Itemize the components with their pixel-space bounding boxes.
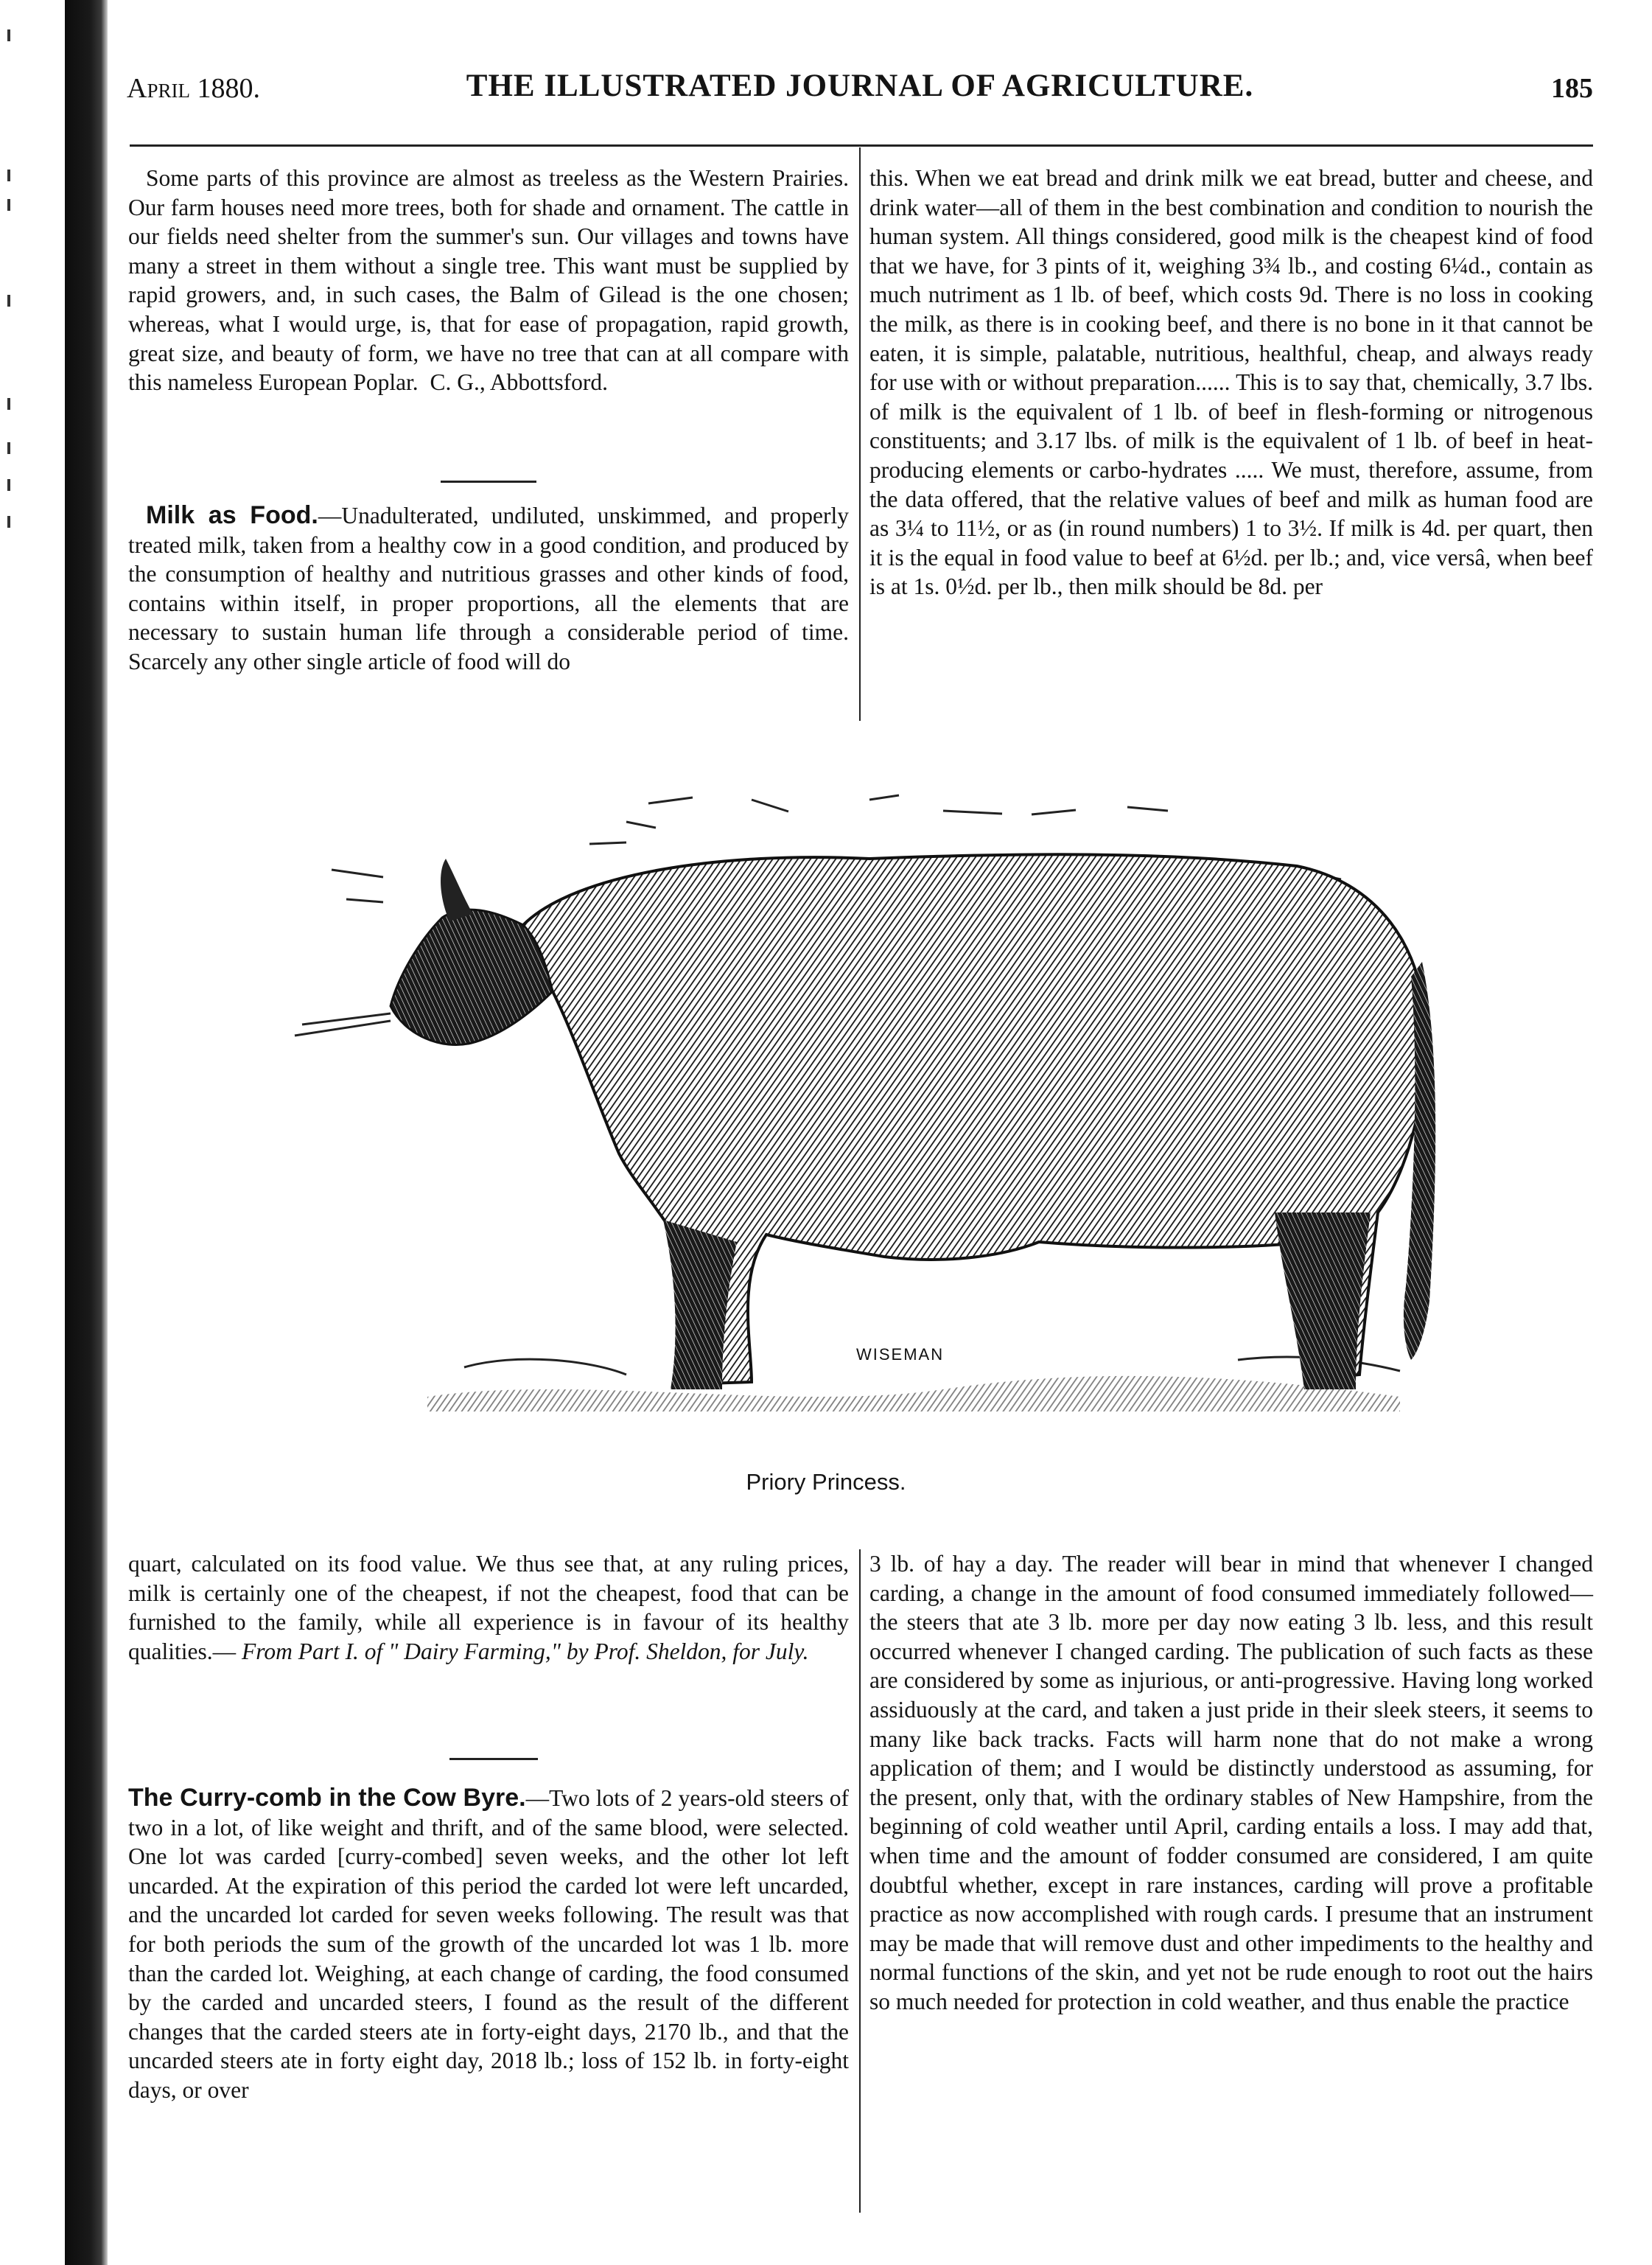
page-number: 185 xyxy=(1551,73,1593,104)
journal-title: THE ILLUSTRATED JOURNAL OF AGRICULTURE. xyxy=(466,69,1254,103)
running-header xyxy=(127,68,1593,112)
header-rule xyxy=(130,144,1593,147)
poplar-text: Some parts of this province are almost as treeless as the Western Prairies. Our farm houses need more trees, both for shade and ornament. The cattle in our fields need shelter from the summer's sun. Our villages and towns have many a street in them without a single tree. This want must be supplied by rapid growers, and, in such cases, the Balm of Gilead is the one chosen; whereas, what I would urge, is, that for ease of propagation, rapid growth, great size, and beauty of form, we have no tree that can at all compare with this nameless European Poplar. xyxy=(128,165,849,396)
section-rule xyxy=(441,481,536,483)
curry-continued: 3 lb. of hay a day. The reader will bear in mind that whenever I changed carding, a change in the amount of food consumed immediately followed—the steers that ate 3 lb. more per day now eating 3 lb. less, and this result occurred whenever I changed carding. The publication of such facts as these are considered by some as injurious, or anti-progressive. Having long worked assiduously at the card, and taken a just pride in their sleek steers, it seems to many like back tracks. Facts will harm none that do not make a wrong application of them; and I would be distinctly understood as assuming, for the present, only that, with the ordinary stables of New Hampshire, from the beginning of cold weather until April, carding entails a loss. I may add that, when time and the amount of fodder consumed are considered, I am quite doubtful whether, except in rare instances, carding will prove a profitable practice as now accomplished with rough cards. I presume that an instrument may be made that will remove dust and other impediments to the healthy and normal functions of the skin, and yet not be rude enough to root out the hairs so much needed for protection in cold weather, and thus enable the practice xyxy=(869,1551,1593,2014)
issue-date: April 1880. xyxy=(127,73,260,104)
ground xyxy=(427,1357,1400,1411)
margin-marks xyxy=(0,0,22,2265)
curry-paragraph xyxy=(128,1784,849,2105)
bottom-right-column xyxy=(869,1549,1593,2017)
top-left-column xyxy=(128,164,849,397)
top-right-column xyxy=(869,164,1593,601)
milk-citation: From Part I. of " Dairy Farming," by Prof. Sheldon, for July. xyxy=(241,1638,809,1664)
column-divider-top xyxy=(859,147,861,721)
book-binding-edge xyxy=(65,0,108,2265)
section-rule-2 xyxy=(449,1758,538,1760)
column-divider-bottom xyxy=(859,1549,861,2213)
curry-text: —Two lots of 2 years-old steers of two in a lot, of like weight and thrift, and of the same blood, were selected. One lot was carded [curry-combed] seven weeks, and the other lot left uncarded. At the expiration of this period the carded lot were left uncarded, and the uncarded lot carded for seven weeks following. The result was that for both periods the sum of the growth of the uncarded lot was 1 lb. more than the carded lot. Weighing, at each change of carding, the food consumed by the carded and uncarded steers, I found as the result of the different changes that the carded steers ate in forty-eight days, 2170 lb., and that the uncarded steers ate in forty eight day, 2018 lb.; loss of 152 lb. in forty-eight days, or over xyxy=(128,1785,849,2103)
cow-hind-leg xyxy=(1275,1212,1371,1389)
priory-princess-illustration xyxy=(280,770,1459,1434)
milk-heading: Milk as Food. xyxy=(146,501,318,529)
figure-caption: Priory Princess. xyxy=(746,1469,906,1495)
bottom-left-column-curry xyxy=(128,1784,849,2105)
bottom-left-column xyxy=(128,1549,849,1666)
milk-end-text: quart, calculated on its food value. We thus see that, at any ruling prices, milk is certainly one of the cheapest, if not the cheapest, food that can be furnished to the family, while all experience is in favour of its healthy qualities.— xyxy=(128,1551,849,1664)
poplar-signature: C. G., Abbottsford. xyxy=(430,369,608,396)
milk-continued: this. When we eat bread and drink milk we eat bread, butter and cheese, and drink water—all of them in the best combination and condition to nourish the human system. All things considered, good milk is the cheapest kind of food that we have, for 3 pints of it, weighing 3¾ lb., and costing 6¼d., contain as much nutriment as 1 lb. of beef, which costs 9d. There is no loss in cooking the milk, as there is in cooking beef, and there is no bone in it that cannot be eaten, it is simple, palatable, nutritious, healthful, cheap, and always ready for use with or without preparation...... This is to say that, chemically, 3.7 lbs. of milk is the equivalent of 1 lb. of beef in flesh-forming or nitrogenous constituents; and 3.17 lbs. of milk is the equivalent of 1 lb. of beef in heat-producing elements or carbo-hydrates ..... We must, therefore, assume, from the data offered, that the relative values of beef and milk as human food are as 3¼ to 11½, or as (in round numbers) 1 to 3½. If milk is 4d. per quart, then it is the equal in food value to beef at 6½d. per lb.; and, vice versâ, when beef is at 1s. 0½d. per lb., then milk should be 8d. per xyxy=(869,165,1593,600)
milk-paragraph xyxy=(128,501,849,677)
halter-rope xyxy=(295,1013,391,1036)
engraver-signature: WISEMAN xyxy=(856,1345,945,1364)
milk-text: —Unadulterated, undiluted, unskimmed, and properly treated milk, taken from a healthy cow in a good condition, and produced by the consumption of healthy and nutritious grasses and other kinds of food, contains within itself, in proper proportions, all the elements that are necessary to sustain human life through a considerable period of time. Scarcely any other single article of food will do xyxy=(128,503,850,674)
poplar-paragraph xyxy=(128,164,849,397)
top-left-column-milk xyxy=(128,501,849,677)
cow-head xyxy=(391,910,553,1044)
milk-end-paragraph xyxy=(128,1549,849,1666)
curry-heading: The Curry-comb in the Cow Byre. xyxy=(128,1784,526,1812)
cow-horn xyxy=(441,859,473,921)
